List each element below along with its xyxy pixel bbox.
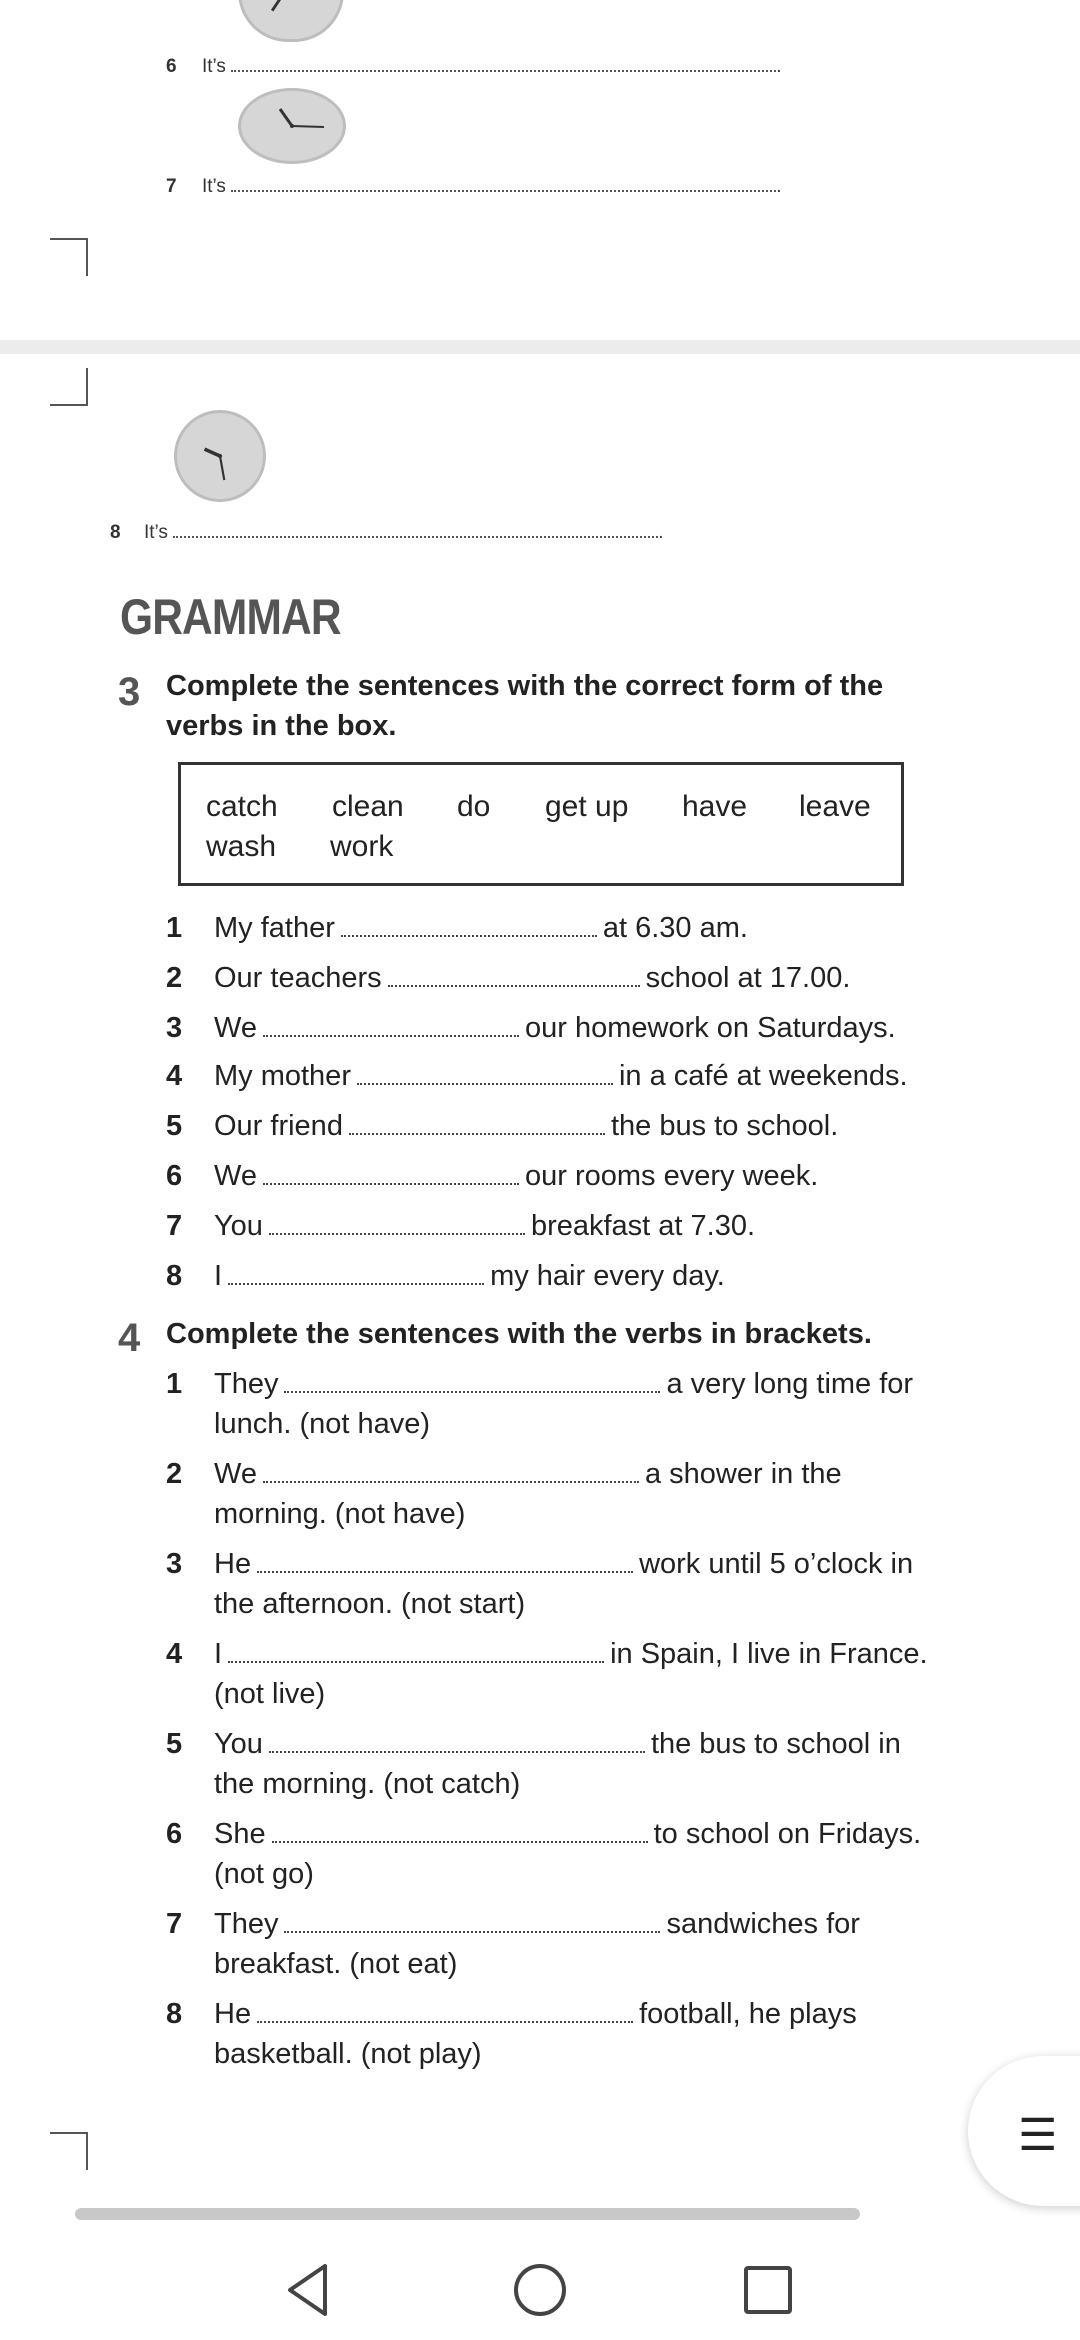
exercise-3-sentence-1 bbox=[166, 908, 748, 948]
sentence-number: 1 bbox=[166, 1368, 183, 1400]
answer-blank[interactable] bbox=[284, 1909, 660, 1933]
sentence-end: the bus to school in bbox=[650, 1728, 901, 1760]
sentence-start: We bbox=[214, 1160, 257, 1192]
sentence-start: We bbox=[214, 1458, 257, 1490]
sentence-number: 8 bbox=[166, 1998, 183, 2030]
exercise-2-item-7 bbox=[166, 176, 782, 198]
sentence-end: our homework on Saturdays. bbox=[524, 1012, 896, 1044]
answer-blank[interactable] bbox=[231, 56, 776, 72]
clock-image-6 bbox=[238, 88, 346, 164]
sentence-end: breakfast at 7.30. bbox=[530, 1210, 756, 1242]
page-separator bbox=[0, 340, 1080, 354]
item-text: It’s bbox=[202, 176, 226, 197]
sentence-end: sandwiches for bbox=[666, 1908, 860, 1940]
clock-image-5 bbox=[238, 0, 344, 42]
page-corner-mark bbox=[50, 368, 88, 406]
exercise-4-sentence-1-cont: lunch. (not have) bbox=[214, 1408, 431, 1440]
box-word: get up bbox=[545, 790, 629, 823]
exercise-3-sentence-5 bbox=[166, 1106, 839, 1146]
answer-blank[interactable] bbox=[269, 1729, 645, 1753]
recents-icon[interactable] bbox=[738, 2260, 798, 2320]
sentence-end: football, he plays bbox=[639, 1998, 857, 2030]
answer-blank[interactable] bbox=[341, 913, 597, 937]
horizontal-scrollbar[interactable] bbox=[75, 2208, 860, 2220]
back-icon[interactable] bbox=[280, 2260, 340, 2320]
sentence-start: Our teachers bbox=[214, 962, 382, 994]
box-word: clean bbox=[332, 790, 404, 823]
sentence-start: My mother bbox=[214, 1060, 351, 1092]
answer-blank[interactable] bbox=[269, 1211, 525, 1235]
sentence-end: at 6.30 am. bbox=[602, 912, 748, 944]
exercise-3-title-line1: Complete the sentences with the correct form of the bbox=[166, 670, 884, 702]
exercise-2-item-6 bbox=[166, 56, 782, 78]
exercise-3-sentence-2 bbox=[166, 958, 851, 998]
answer-blank[interactable] bbox=[357, 1061, 613, 1085]
answer-blank[interactable] bbox=[263, 1013, 519, 1037]
sentence-number: 6 bbox=[166, 1160, 183, 1192]
sentence-start: We bbox=[214, 1012, 257, 1044]
sentence-end: in a café at weekends. bbox=[618, 1060, 908, 1092]
sentence-end: the bus to school. bbox=[610, 1110, 839, 1142]
sentence-number: 1 bbox=[166, 912, 183, 944]
sentence-number: 2 bbox=[166, 1458, 183, 1490]
exercise-4-sentence-8-cont: basketball. (not play) bbox=[214, 2038, 482, 2070]
sentence-end: a shower in the bbox=[644, 1458, 842, 1490]
exercise-4-sentence-6 bbox=[166, 1814, 922, 1854]
answer-blank[interactable] bbox=[272, 1819, 648, 1843]
sentence-number: 5 bbox=[166, 1728, 183, 1760]
sentence-start: Our friend bbox=[214, 1110, 343, 1142]
exercise-3-sentence-7 bbox=[166, 1206, 756, 1246]
exercise-4-sentence-3-cont: the afternoon. (not start) bbox=[214, 1588, 526, 1620]
sentence-start: I bbox=[214, 1260, 223, 1292]
sentence-end: a very long time for bbox=[666, 1368, 914, 1400]
exercise-4-sentence-8 bbox=[166, 1994, 857, 2034]
box-word: leave bbox=[799, 790, 871, 823]
exercise-4-sentence-7 bbox=[166, 1904, 860, 1944]
home-icon[interactable] bbox=[510, 2260, 570, 2320]
box-word: have bbox=[682, 790, 748, 823]
sentence-end: to school on Fridays. bbox=[653, 1818, 922, 1850]
exercise-4-number: 4 bbox=[118, 1316, 141, 1360]
word-box bbox=[178, 762, 904, 886]
exercise-3-sentence-8 bbox=[166, 1256, 725, 1296]
sentence-number: 5 bbox=[166, 1110, 183, 1142]
sentence-number: 7 bbox=[166, 1908, 183, 1940]
sentence-start: She bbox=[214, 1818, 266, 1850]
item-end: . bbox=[776, 56, 782, 77]
answer-blank[interactable] bbox=[349, 1111, 605, 1135]
answer-blank[interactable] bbox=[228, 1261, 484, 1285]
floating-menu-button[interactable] bbox=[968, 2056, 1080, 2206]
sentence-end: school at 17.00. bbox=[645, 962, 851, 994]
sentence-number: 3 bbox=[166, 1012, 183, 1044]
box-word: wash bbox=[206, 830, 277, 863]
sentence-number: 4 bbox=[166, 1060, 183, 1092]
page-corner-mark bbox=[50, 238, 88, 276]
exercise-4-sentence-5 bbox=[166, 1724, 901, 1764]
sentence-end: our rooms every week. bbox=[524, 1160, 819, 1192]
answer-blank[interactable] bbox=[228, 1639, 604, 1663]
sentence-number: 3 bbox=[166, 1548, 183, 1580]
exercise-4-sentence-6-cont: (not go) bbox=[214, 1858, 314, 1890]
sentence-start: You bbox=[214, 1728, 263, 1760]
answer-blank[interactable] bbox=[173, 522, 658, 538]
answer-blank[interactable] bbox=[263, 1161, 519, 1185]
answer-blank[interactable] bbox=[263, 1459, 639, 1483]
box-word: work bbox=[330, 830, 394, 863]
exercise-3-sentence-6 bbox=[166, 1156, 819, 1196]
exercise-3-title-line2: verbs in the box. bbox=[166, 710, 397, 742]
exercise-4-sentence-2-cont: morning. (not have) bbox=[214, 1498, 466, 1530]
menu-icon: ☰ bbox=[1018, 2111, 1058, 2160]
item-number: 6 bbox=[166, 56, 177, 77]
page-corner-mark bbox=[50, 2132, 88, 2170]
answer-blank[interactable] bbox=[257, 1999, 633, 2023]
exercise-2-item-8 bbox=[110, 522, 664, 544]
box-word: catch bbox=[206, 790, 278, 823]
answer-blank[interactable] bbox=[257, 1549, 633, 1573]
item-text: It’s bbox=[144, 522, 168, 543]
sentence-start: They bbox=[214, 1368, 279, 1400]
sentence-end: in Spain, I live in France. bbox=[610, 1638, 928, 1670]
box-word: do bbox=[457, 790, 491, 823]
sentence-start: They bbox=[214, 1908, 279, 1940]
exercise-4-title: Complete the sentences with the verbs in brackets. bbox=[166, 1318, 872, 1350]
sentence-start: He bbox=[214, 1998, 252, 2030]
sentence-end: my hair every day. bbox=[490, 1260, 725, 1292]
sentence-start: I bbox=[214, 1638, 223, 1670]
exercise-4-sentence-5-cont: the morning. (not catch) bbox=[214, 1768, 521, 1800]
item-number: 8 bbox=[110, 522, 121, 543]
exercise-4-sentence-4 bbox=[166, 1634, 928, 1674]
sentence-start: You bbox=[214, 1210, 263, 1242]
sentence-number: 4 bbox=[166, 1638, 183, 1670]
exercise-4-sentence-4-cont: (not live) bbox=[214, 1678, 326, 1710]
exercise-3-sentence-3 bbox=[166, 1008, 896, 1048]
exercise-3-number: 3 bbox=[118, 670, 141, 714]
item-number: 7 bbox=[166, 176, 177, 197]
item-end: . bbox=[776, 176, 782, 197]
sentence-number: 6 bbox=[166, 1818, 183, 1850]
sentence-number: 8 bbox=[166, 1260, 183, 1292]
exercise-4-sentence-7-cont: breakfast. (not eat) bbox=[214, 1948, 458, 1980]
sentence-start: He bbox=[214, 1548, 252, 1580]
exercise-3-sentence-4 bbox=[166, 1056, 908, 1096]
answer-blank[interactable] bbox=[231, 176, 776, 192]
sentence-number: 2 bbox=[166, 962, 183, 994]
item-text: It’s bbox=[202, 56, 226, 77]
sentence-start: My father bbox=[214, 912, 335, 944]
sentence-number: 7 bbox=[166, 1210, 183, 1242]
sentence-end: work until 5 o’clock in bbox=[639, 1548, 914, 1580]
section-heading-grammar: GRAMMAR bbox=[120, 589, 341, 645]
exercise-4-sentence-1 bbox=[166, 1364, 914, 1404]
item-end: . bbox=[658, 522, 664, 543]
system-navigation-bar bbox=[0, 2240, 1080, 2340]
exercise-4-sentence-3 bbox=[166, 1544, 914, 1584]
answer-blank[interactable] bbox=[388, 963, 640, 987]
clock-image-8 bbox=[174, 410, 266, 502]
answer-blank[interactable] bbox=[284, 1369, 660, 1393]
exercise-4-sentence-2 bbox=[166, 1454, 842, 1494]
